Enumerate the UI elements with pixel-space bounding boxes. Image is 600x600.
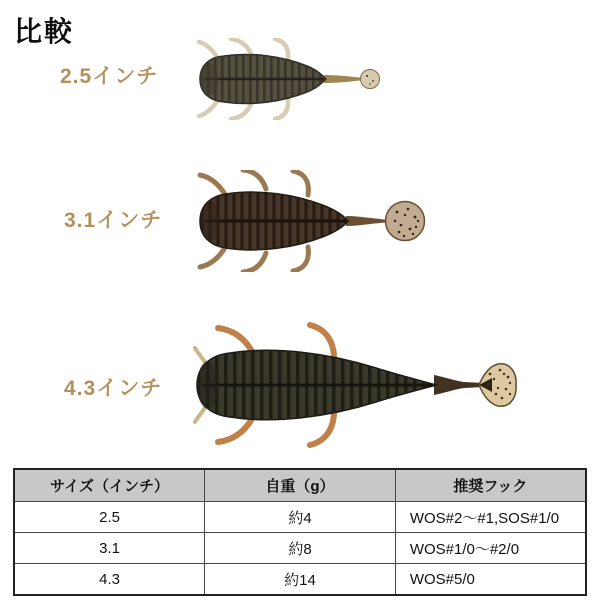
lure-ball-tail xyxy=(361,70,380,89)
cell-hook: WOS#2～#1,SOS#1/0 xyxy=(395,502,586,533)
table-row xyxy=(14,564,586,596)
larva-lure-icon xyxy=(192,322,518,448)
spec-table xyxy=(13,468,587,596)
cell-hook: WOS#1/0～#2/0 xyxy=(395,533,586,564)
larva-lure-icon xyxy=(196,170,428,272)
header-size: サイズ（インチ） xyxy=(14,469,205,502)
cell-size: 2.5 xyxy=(14,502,205,533)
size-label-3-1: 3.1インチ xyxy=(64,209,163,232)
cell-weight: 約4 xyxy=(205,502,396,533)
page-title: 比較 xyxy=(14,16,75,47)
header-hook: 推奨フック xyxy=(395,469,586,502)
lure-photo-2-5-inch xyxy=(196,38,386,125)
table-row xyxy=(14,502,586,533)
size-label-2-5: 2.5インチ xyxy=(60,65,159,88)
lure-photo-3-1-inch xyxy=(196,170,428,277)
cell-weight: 約14 xyxy=(205,564,396,596)
size-label-4-3: 4.3インチ xyxy=(64,377,163,400)
cell-hook: WOS#5/0 xyxy=(395,564,586,596)
larva-lure-icon xyxy=(196,38,386,120)
table-row xyxy=(14,533,586,564)
header-weight: 自重（g） xyxy=(205,469,396,502)
lure-photo-4-3-inch xyxy=(192,322,518,453)
table-header-row xyxy=(14,469,586,502)
cell-size: 4.3 xyxy=(14,564,205,596)
cell-weight: 約8 xyxy=(205,533,396,564)
cell-size: 3.1 xyxy=(14,533,205,564)
